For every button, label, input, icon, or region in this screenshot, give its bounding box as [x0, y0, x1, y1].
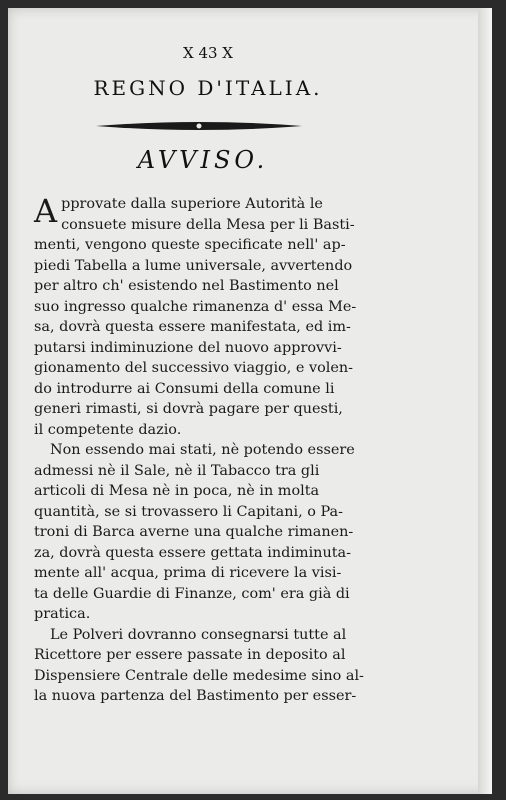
text-line: ta delle Guardie di Finanze, com' era già di — [34, 585, 350, 602]
text-line: putarsi indiminuzione del nuovo approvvi- — [34, 339, 342, 356]
text-line: il competente dazio. — [34, 421, 182, 438]
text-line: piedi Tabella a lume universale, avvertendo — [34, 257, 353, 274]
text-line: menti, vengono queste specificate nell' ap- — [34, 237, 346, 253]
drop-cap: A — [34, 192, 58, 230]
text-line: pratica. — [34, 606, 91, 622]
document-title: AVVISO. — [137, 146, 269, 174]
paragraph-2 — [34, 440, 384, 625]
text-line: admessi nè il Sale, nè il Tabacco tra gli — [34, 462, 320, 479]
text-line: consuete misure della Mesa per li Basti- — [61, 216, 355, 233]
text-line: do introdurre ai Consumi della comune li — [34, 380, 335, 397]
text-line: gionamento del successivo viaggio, e volen- — [34, 360, 353, 376]
text-line: generi rimasti, si dovrà pagare per questi, — [34, 401, 343, 417]
text-line: la nuova partenza del Bastimento per esser- — [34, 688, 357, 704]
notice-body — [34, 194, 384, 707]
paragraph-1 — [34, 194, 384, 440]
paragraph-3 — [34, 625, 384, 707]
text-line: articoli di Mesa nè in poca, nè in molta — [34, 483, 320, 499]
text-line: suo ingresso qualche rimanenza d' essa Me- — [34, 298, 357, 315]
ornamental-rule — [96, 120, 302, 132]
text-line: Non essendo mai stati, nè potendo essere — [50, 442, 355, 458]
text-line: quantità, se si trovassero li Capitani, o Pa- — [34, 503, 343, 520]
text-line: mente all' acqua, prima di ricevere la visi- — [34, 565, 342, 581]
text-line: Ricettore per essere passate in deposito al — [34, 647, 346, 663]
document-page — [8, 8, 492, 794]
page-spine-edge — [478, 8, 492, 794]
text-line: Dispensiere Centrale delle medesime sino al- — [34, 667, 364, 684]
kingdom-header: REGNO D'ITALIA. — [93, 76, 323, 100]
text-line: per altro ch' esistendo nel Bastimento nel — [34, 278, 339, 294]
text-line: troni di Barca averne una qualche rimanen- — [34, 524, 354, 540]
text-line: pprovate dalla superiore Autorità le — [61, 196, 323, 212]
text-line: sa, dovrà questa essere manifestata, ed im- — [34, 319, 351, 335]
page-number: X 43 X — [183, 44, 233, 62]
text-line: Le Polveri dovranno consegnarsi tutte al — [50, 626, 347, 643]
text-line: za, dovrà questa essere gettata indiminuta- — [34, 544, 351, 561]
